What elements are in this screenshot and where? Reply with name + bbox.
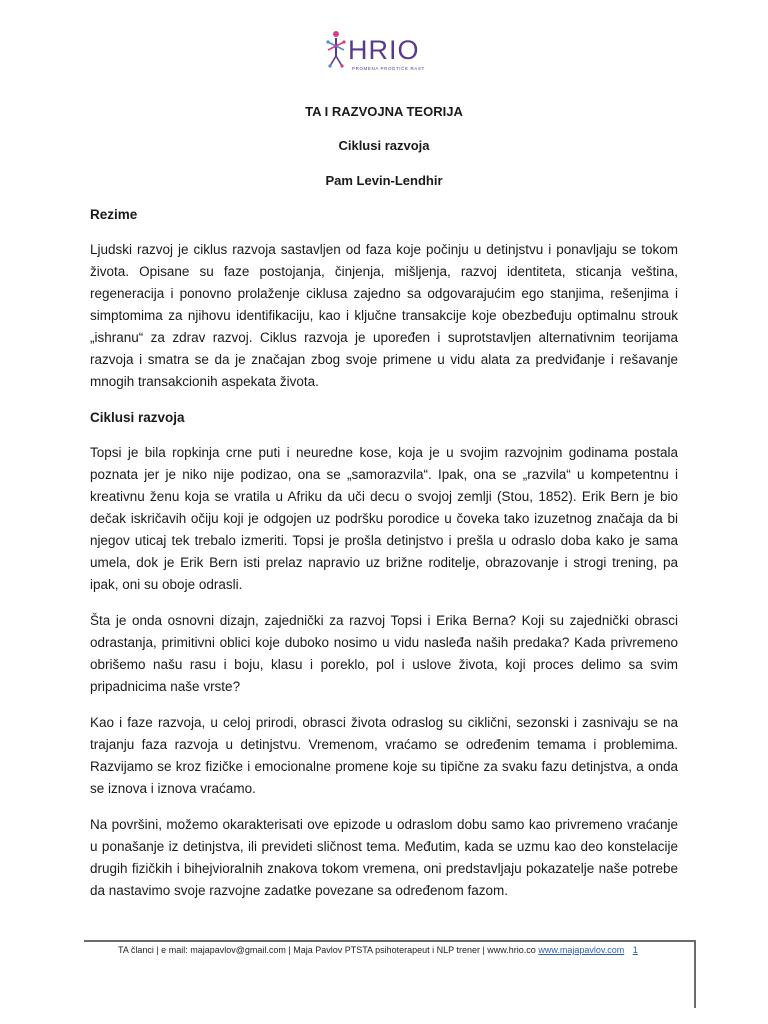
hrio-logo [322, 26, 442, 76]
logo-figure-icon [326, 31, 345, 68]
footer-link[interactable]: www.majapavlov.com [538, 945, 625, 955]
section-heading-ciklusi: Ciklusi razvoja [90, 410, 185, 425]
paragraph-povrsini: Na površini, možemo okarakterisati ove epizode u odraslom dobu samo kao privremeno vraćanje u ponašanje iz detinjstva, ili prevideti sličnost tema. Međutim, kada se uzmu kao deo konstelacije drugih fizičkih i bihejvioralnih znakova tokom vremena, oni predstavljaju pokazatelje naše potrebe da nastavimo svoje razvojne zadatke povezane sa određenom fazom. [90, 817, 678, 898]
paragraph-faze: Kao i faze razvoja, u celoj prirodi, obrasci života odraslog su ciklični, sezonski i zasnivaju se na trajanju faza razvoja u detinjstvu. Vremenom, vraćamo se određenim temama i problemima. Razvijamo se kroz fizičke i emocionalne promene koje su tipične za svaku fazu detinjstva, a onda se iznova i iznova vraćamo. [90, 715, 678, 796]
document-body [90, 204, 678, 916]
logo-wordmark: HRIO [348, 35, 420, 65]
section-heading-rezime: Rezime [90, 207, 138, 222]
footer-divider [84, 940, 696, 942]
page-footer [118, 943, 638, 957]
document-subtitle: Ciklusi razvoja [338, 138, 430, 153]
document-title: TA I RAZVOJNA TEORIJA [305, 104, 463, 119]
paragraph-rezime: Ljudski razvoj je ciklus razvoja sastavljen od faza koje počinju u detinjstvu i ponavljaju se tokom života. Opisane su faze postojanja, činjenja, mišljenja, razvoj identiteta, sticanja veština, regeneracija i ponovno prolaženje ciklusa zajedno sa odgovarajućim ego stanjima, rešenjima i simptomima za njihovu identifikaciju, kao i ključne transakcije koje obezbeđuju optimalnu strouk „ishranu“ za zdrav razvoj. Ciklus razvoja je upoređen i suprotstavljen alternativnim teorijama razvoja i smatra se da je značajan zbog svoje primene u vidu alata za predviđanje i rešavanje mnogih transakcionih aspekata života. [90, 242, 678, 389]
footer-vertical-rule [694, 940, 696, 1008]
paragraph-topsi: Topsi je bila ropkinja crne puti i neuredne kose, koja je u svojim razvojnim godinama postala poznata jer je niko nije podizao, ona se „samorazvila“. Ipak, ona se „razvila“ u kompetentnu i kreativnu ženu koja se vratila u Afriku da uči decu o svojoj zemlji (Stou, 1852). Erik Bern je bio dečak iskričavih očiju koji je odgojen uz podršku porodice u čoveka tako izuzetnog značaja da bi njegov uticaj tek trebalo izmeriti. Topsi je prošla detinjstvo i prešla u odraslo doba kako je sama umela, dok je Erik Bern isti prelaz napravio uz brižne roditelje, obrazovanje i strogi trening, pa ipak, oni su oboje odrasli. [90, 445, 678, 592]
page-number: 1 [632, 945, 638, 955]
document-author: Pam Levin-Lendhir [325, 173, 443, 188]
footer-text: TA članci | e mail: majapavlov@gmail.com | Maja Pavlov PTSTA psihoterapeut i NLP trener | www.hrio.co [118, 945, 536, 955]
paragraph-dizajn: Šta je onda osnovni dizajn, zajednički za razvoj Topsi i Erika Berna? Koji su zajednički obrasci odrastanja, primitivni oblici koje duboko nosimo u vidu nasleđa naših predaka? Kada privremeno obrišemo našu rasu i boju, klasu i poreklo, pol i uslove života, koji proces delimo sa svim pripadnicima naše vrste? [90, 613, 678, 694]
logo-tagline: PROMENA PRODTIČE RAST [352, 66, 425, 71]
